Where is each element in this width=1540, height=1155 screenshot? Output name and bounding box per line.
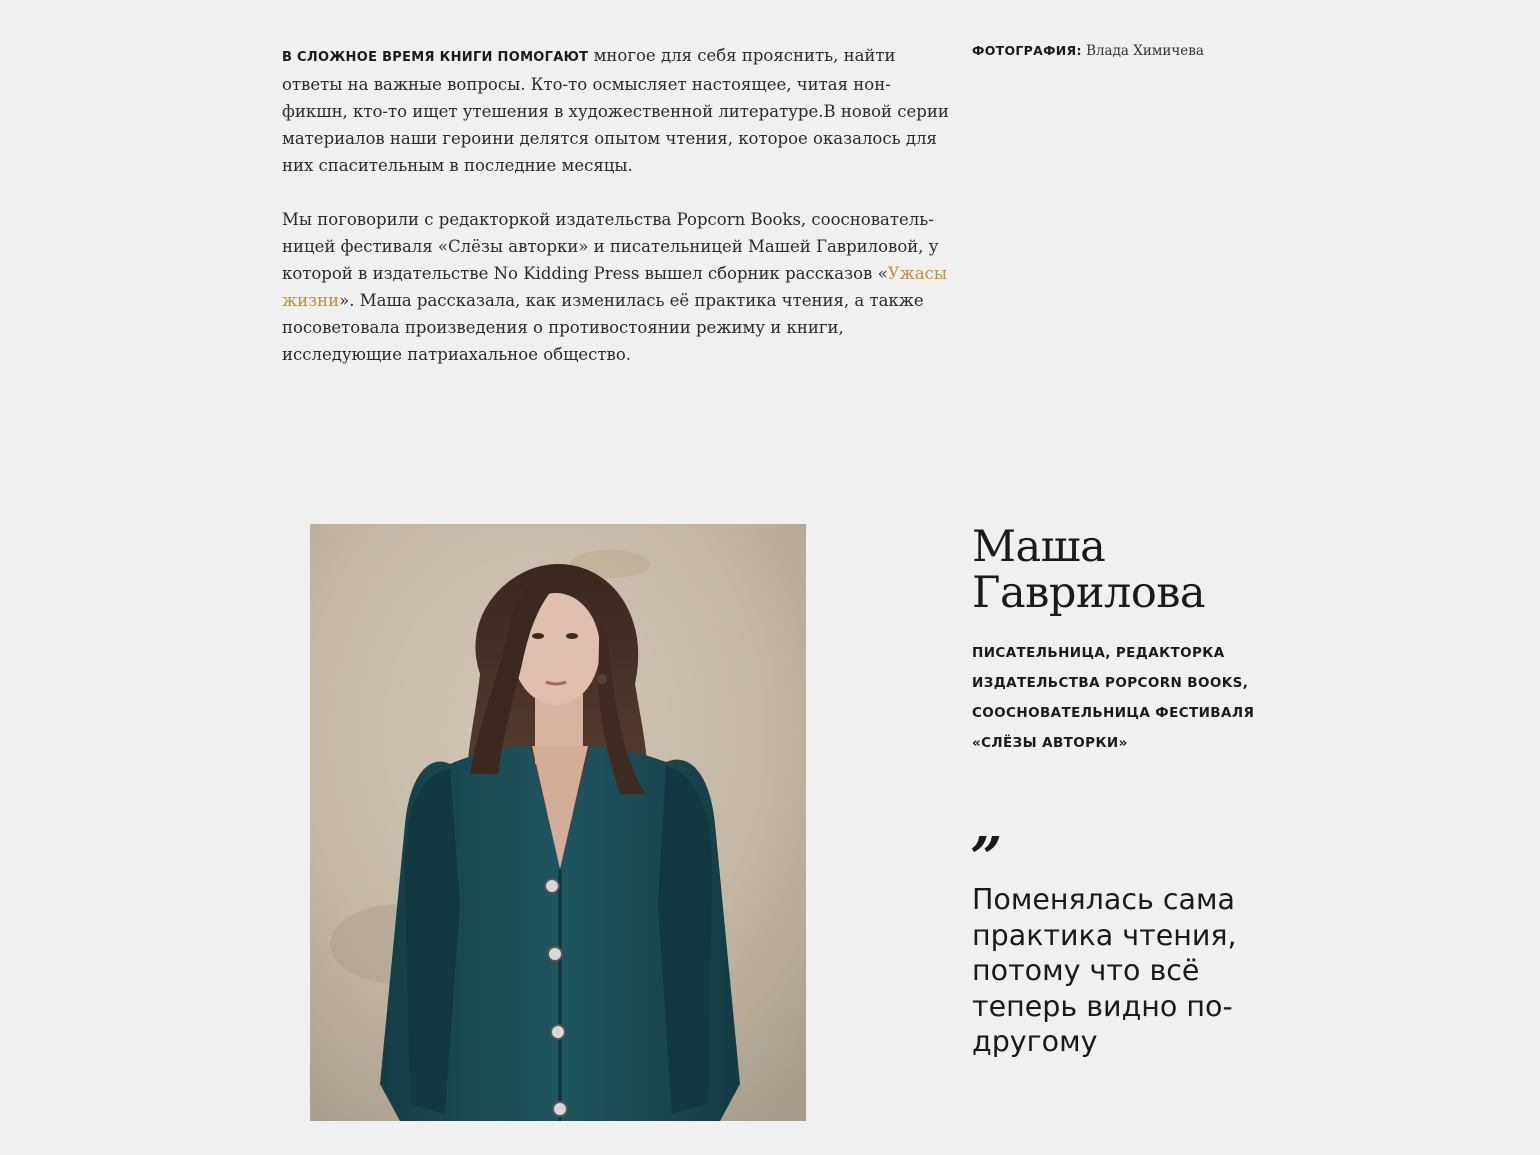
portrait-photo <box>310 524 806 1121</box>
book-link[interactable]: Ужасы жизни <box>282 264 947 310</box>
photo-credit <box>972 43 1204 59</box>
person-name <box>972 524 1272 616</box>
name-line-2: Гаврилова <box>972 568 1206 618</box>
intro-paragraph-1 <box>282 42 952 179</box>
portrait-illustration <box>310 524 806 1121</box>
lead-caps: В СЛОЖНОЕ ВРЕМЯ КНИГИ ПОМОГАЮТ <box>282 50 589 65</box>
credit-name: Влада Химичева <box>1086 43 1204 59</box>
person-role: ПИСАТЕЛЬНИЦА, РЕДАКТОРКА ИЗДАТЕЛЬСТВА POPCORN BOOKS, СООСНОВАТЕЛЬНИЦА ФЕСТИВАЛЯ «СЛЁЗЫ АВТОРКИ» <box>972 645 1255 751</box>
lead-rest: многое для себя прояснить, найти ответы на важные вопросы. Кто-то осмысляет настоящее, читая нон-фикшн, кто-то ищет утешения в художественной литературе.В новой серии материалов наши героини делятся опытом чтения, которое оказалось для них спасительным в последние месяцы. <box>282 46 949 175</box>
article-intro <box>282 42 952 395</box>
p2-before: Мы поговорили с редакторкой издательства Popcorn Books, соосновательницей фестиваля «Слёзы авторки» и писательницей Машей Гавриловой, у которой в издательстве No Kidding Press вышел сборник рассказов « <box>282 210 939 283</box>
pull-quote: Поменялась сама практика чтения, потому что всё теперь видно по-другому <box>972 883 1237 1058</box>
quote-mark-icon: ” <box>970 825 1003 891</box>
name-line-1: Маша <box>972 522 1106 572</box>
credit-label: ФОТОГРАФИЯ: <box>972 43 1082 58</box>
intro-paragraph-2 <box>282 206 952 368</box>
p2-after: ». Маша рассказала, как изменилась её практика чтения, а также посоветовала произведения о противостоянии режиму и книги, исследующие патриахальное общество. <box>282 291 924 364</box>
